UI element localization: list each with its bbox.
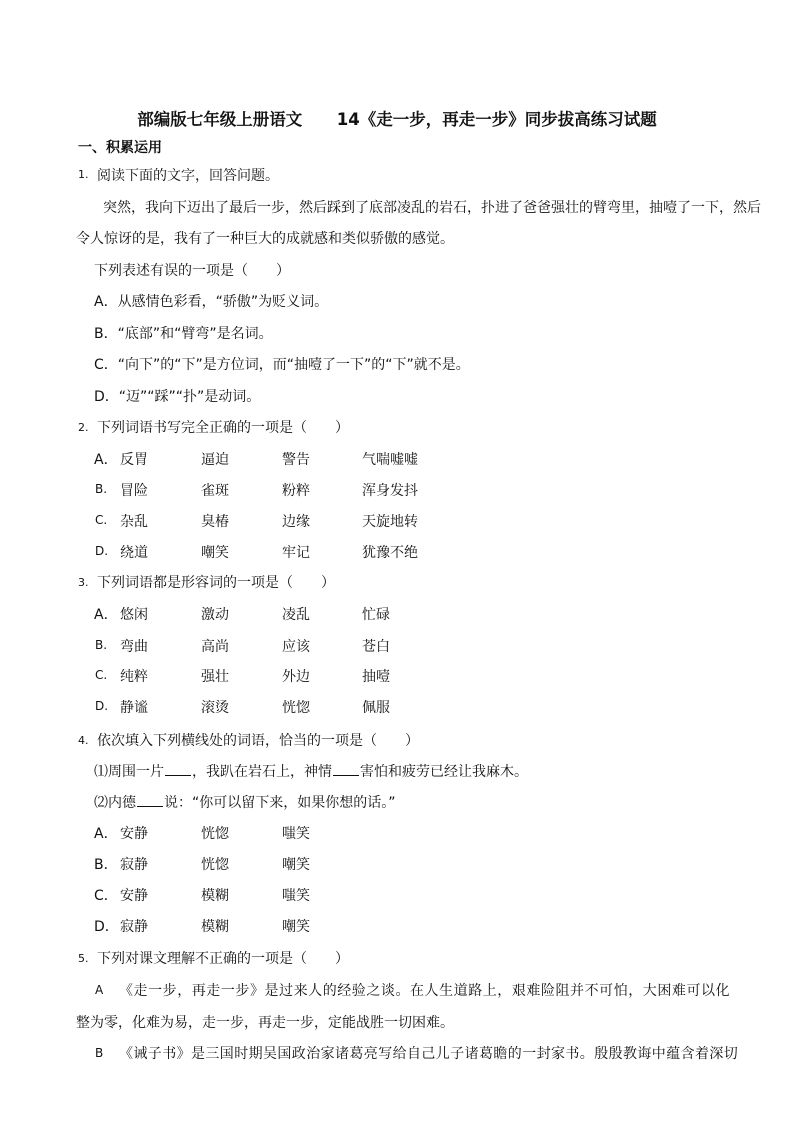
option-word: 嗤笑 (282, 888, 310, 904)
option-label: A (95, 983, 104, 997)
option-label: B (95, 1046, 104, 1060)
option-word: 悠闲 (120, 607, 148, 623)
option-word: 臭椿 (201, 514, 229, 530)
option-row[interactable] (0, 854, 794, 874)
option-word: 冒险 (120, 483, 148, 499)
option-label: A． (94, 452, 118, 468)
option-word: 反胃 (120, 452, 148, 468)
option-row[interactable] (0, 511, 794, 531)
option-row[interactable] (0, 636, 794, 656)
option-word: 犹豫不绝 (362, 545, 418, 561)
option-a[interactable]: A．从感情色彩看，“骄傲”为贬义词。 (94, 294, 329, 310)
option-label: B. (95, 638, 108, 652)
option-row[interactable] (0, 823, 794, 843)
sentence-text: 害怕和疲劳已经让我麻木。 (360, 764, 528, 780)
option-word: 嘲笑 (282, 919, 310, 935)
option-row[interactable] (0, 449, 794, 469)
fill-sentence-2 (94, 792, 396, 812)
sentence-text: ⑵内德 (94, 795, 136, 811)
option-word: 浑身发抖 (362, 483, 418, 499)
option-row[interactable] (0, 480, 794, 500)
option-word: 抽噎 (362, 669, 390, 685)
option-label: B. (95, 482, 108, 496)
option-label: D. (95, 699, 109, 713)
question-stem: 下列词语书写完全正确的一项是（ ） (97, 420, 349, 436)
option-word: 嗤笑 (282, 826, 310, 842)
option-word: 嘲笑 (201, 545, 229, 561)
option-text: 《诫子书》是三国时期吴国政治家诸葛亮写给自己儿子诸葛瞻的一封家书。殷殷教诲中蕴含着深切 (119, 1046, 739, 1062)
option-word: 粉粹 (282, 483, 310, 499)
question-number: 3. (78, 576, 89, 589)
section-heading: 一、积累运用 (78, 140, 162, 156)
option-row[interactable] (0, 542, 794, 562)
question-stem: 依次填入下列横线处的词语，恰当的一项是（ ） (97, 733, 419, 749)
sentence-text: ，我趴在岩石上，神情 (192, 764, 332, 780)
option-word: 天旋地转 (362, 514, 418, 530)
option-word: 寂静 (120, 919, 148, 935)
option-row[interactable] (0, 916, 794, 936)
option-word: 气喘嘘嘘 (362, 452, 418, 468)
option-text: 《走一步，再走一步》是过来人的经验之谈。在人生道路上，艰难险阻并不可怕，大困难可以化 (119, 983, 731, 999)
passage-line: 突然，我向下迈出了最后一步，然后踩到了底部凌乱的岩石，扑进了爸爸强壮的臂弯里，抽噎了一下，然后 (103, 200, 761, 216)
option-word: 恍惚 (201, 826, 229, 842)
question-prompt: 下列表述有误的一项是（ ） (94, 263, 290, 279)
option-word: 警告 (282, 452, 310, 468)
option-word: 应该 (282, 639, 310, 655)
option-row[interactable] (0, 885, 794, 905)
question-stem: 下列词语都是形容词的一项是（ ） (97, 575, 335, 591)
option-label: C. (95, 513, 108, 527)
option-word: 寂静 (120, 857, 148, 873)
question-stem: 下列对课文理解不正确的一项是（ ） (97, 951, 349, 967)
question-number: 4. (78, 734, 89, 747)
option-word: 静谧 (120, 700, 148, 716)
option-word: 嘲笑 (282, 857, 310, 873)
option-row[interactable] (0, 697, 794, 717)
option-word: 边缘 (282, 514, 310, 530)
option-label: C． (94, 888, 118, 904)
option-word: 杂乱 (120, 514, 148, 530)
question-number: 2. (78, 421, 89, 434)
option-word: 激动 (201, 607, 229, 623)
option-text: 整为零，化难为易，走一步，再走一步，定能战胜一切困难。 (76, 1015, 454, 1031)
option-word: 恍惚 (282, 700, 310, 716)
option-word: 高尚 (201, 639, 229, 655)
option-word: 佩服 (362, 700, 390, 716)
option-c[interactable]: C．“向下”的“下”是方位词，而“抽噎了一下”的“下”就不是。 (94, 357, 470, 373)
option-a[interactable] (0, 980, 794, 1032)
option-label: A． (94, 607, 118, 623)
option-label: B． (94, 857, 118, 873)
fill-sentence-1 (94, 761, 528, 781)
option-word: 逼迫 (201, 452, 229, 468)
option-b[interactable]: B．“底部”和“臂弯”是名词。 (94, 326, 273, 342)
option-label: C. (95, 668, 108, 682)
option-label: D． (94, 919, 119, 935)
option-word: 牢记 (282, 545, 310, 561)
option-d[interactable]: D．“迈”“踩”“扑”是动词。 (94, 389, 261, 405)
option-word: 恍惚 (201, 857, 229, 873)
sentence-text: 说：“你可以留下来，如果你想的话。” (164, 795, 396, 811)
blank-line (333, 763, 359, 776)
option-b[interactable] (0, 1043, 794, 1063)
option-word: 安静 (120, 888, 148, 904)
question-stem: 阅读下面的文字，回答问题。 (97, 168, 279, 184)
option-word: 模糊 (201, 919, 229, 935)
question-number: 5. (78, 952, 89, 965)
option-word: 弯曲 (120, 639, 148, 655)
option-label: D. (95, 544, 109, 558)
option-word: 绕道 (120, 545, 148, 561)
question-number: 1. (78, 168, 89, 181)
option-word: 忙碌 (362, 607, 390, 623)
sentence-text: ⑴周围一片 (94, 764, 164, 780)
blank-line (165, 763, 191, 776)
option-word: 强壮 (201, 669, 229, 685)
option-label: A． (94, 826, 118, 842)
option-word: 外边 (282, 669, 310, 685)
option-word: 纯粹 (120, 669, 148, 685)
option-word: 苍白 (362, 639, 390, 655)
blank-line (137, 794, 163, 807)
passage-line: 令人惊讶的是，我有了一种巨大的成就感和类似骄傲的感觉。 (76, 231, 454, 247)
option-word: 安静 (120, 826, 148, 842)
option-row[interactable] (0, 604, 794, 624)
option-row[interactable] (0, 666, 794, 686)
option-word: 雀斑 (201, 483, 229, 499)
option-word: 凌乱 (282, 607, 310, 623)
option-word: 滚烫 (201, 700, 229, 716)
option-word: 模糊 (201, 888, 229, 904)
document-title: 部编版七年级上册语文 14《走一步，再走一步》同步拔高练习试题 (137, 110, 657, 129)
